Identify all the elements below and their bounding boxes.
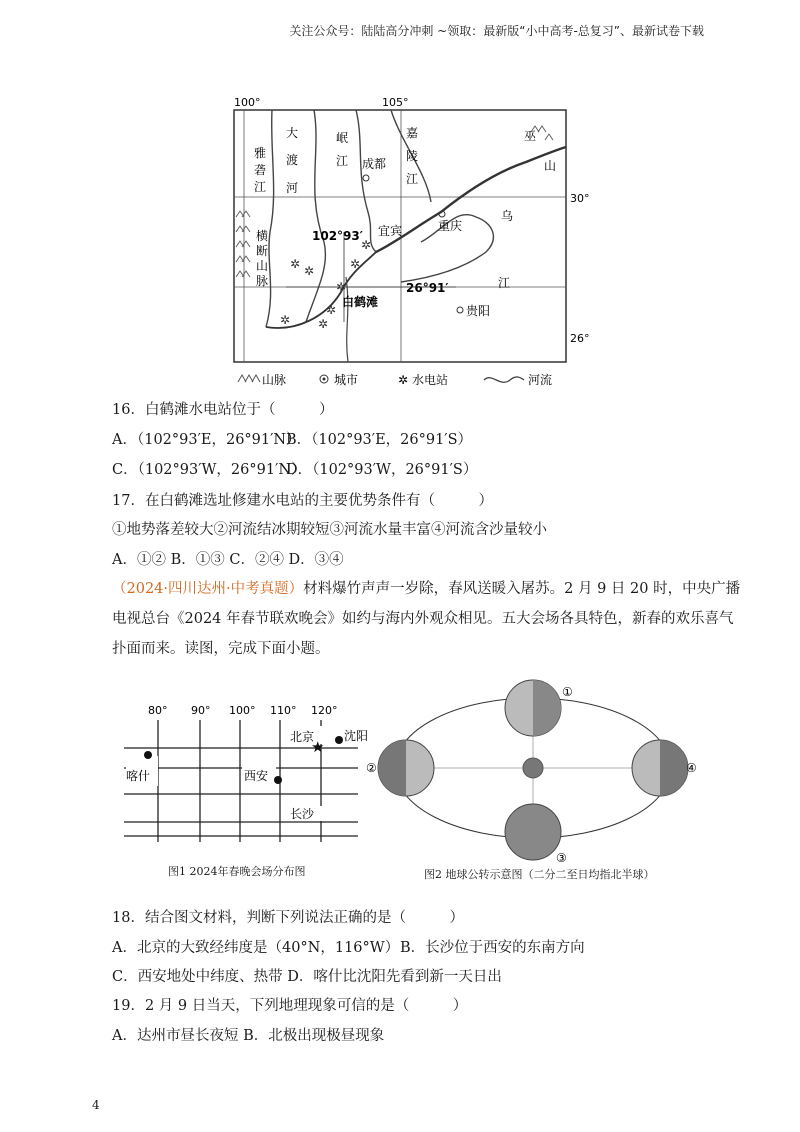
city-guiyang: 贵阳: [466, 304, 491, 318]
svg-text:河: 河: [286, 181, 299, 195]
coord-lat-label: 26°91′: [406, 281, 449, 295]
svg-text:江: 江: [498, 276, 511, 290]
fig1-lon-80: 80°: [148, 704, 168, 717]
fig2-caption: 图2 地球公转示意图（二分二至日均指北半球）: [424, 868, 655, 881]
fig1-city-kashgar: 喀什: [126, 769, 151, 783]
material-line-3: 扑面而来。读图，完成下面小题。: [112, 641, 330, 657]
svg-text:砻: 砻: [254, 163, 267, 177]
lat-label-26: 26°: [570, 332, 590, 345]
map-southwest-china: [226, 92, 606, 392]
fig1-lon-100: 100°: [229, 704, 256, 717]
q18-stem: 18．结合图文材料，判断下列说法正确的是（ ）: [112, 910, 464, 926]
page-header: 关注公众号：陆陆高分冲刺 ~领取：最新版“小中高考-总复习”、最新试卷下载: [289, 24, 704, 38]
svg-text:脉: 脉: [256, 274, 269, 288]
pos-2: ②: [366, 761, 377, 775]
svg-text:嘉: 嘉: [406, 126, 419, 140]
material-source: （2024·四川达州·中考真题）: [112, 581, 304, 597]
svg-text:横: 横: [256, 229, 269, 243]
svg-text:✲: ✲: [318, 317, 329, 331]
svg-text:大: 大: [286, 126, 299, 140]
svg-text:✲: ✲: [350, 257, 361, 271]
fig1-star-icon: ★: [311, 738, 325, 756]
material-line-2: 电视总台《2024 年春节联欢晚会》如约与海内外观众相见。五大会场各具特色，新春的欢乐喜气: [112, 611, 734, 627]
pos-3: ③: [556, 851, 567, 865]
svg-text:✲: ✲: [336, 280, 347, 294]
legend-river: 河流: [528, 373, 553, 387]
q18-option-b[interactable]: B．长沙位于西安的东南方向: [400, 940, 585, 956]
svg-text:江: 江: [406, 172, 419, 186]
city-yibin: 宜宾: [378, 224, 403, 238]
pos-4: ④: [686, 761, 697, 775]
svg-text:✲: ✲: [280, 313, 291, 327]
lon-label-100: 100°: [234, 96, 261, 109]
city-chongqing: 重庆: [438, 219, 463, 233]
q18-option-a[interactable]: A．北京的大致经纬度是（40°N，116°W）: [112, 940, 400, 956]
fig1-city-shenyang: 沈阳: [344, 729, 369, 743]
material-line-1: （2024·四川达州·中考真题）材料爆竹声声一岁除，春风送暖入屠苏。2 月 9 日 20 时，中央广播: [112, 581, 741, 597]
lon-label-105: 105°: [382, 96, 409, 109]
city-chengdu: 成都: [362, 157, 387, 171]
q17-options[interactable]: A．①② B．①③ C．②④ D．③④: [112, 552, 344, 568]
q16-option-b[interactable]: B．（102°93′E，26°91′S）: [286, 432, 473, 448]
coord-lon-label: 102°93′: [312, 229, 363, 243]
fig1-gala-venue-map: [118, 700, 368, 850]
svg-text:江: 江: [254, 180, 267, 194]
svg-text:✲: ✲: [326, 303, 337, 317]
fig1-city-beijing: 北京: [290, 730, 315, 744]
q17-stem: 17．在白鹤滩选址修建水电站的主要优势条件有（ ）: [112, 493, 493, 509]
svg-text:✲: ✲: [361, 238, 372, 252]
q17-conditions: ①地势落差较大②河流结冰期较短③河流水量丰富④河流含沙量较小: [112, 522, 547, 538]
fig2-earth-orbit-diagram: [368, 670, 698, 868]
station-baihetan: 白鹤滩: [342, 295, 379, 309]
svg-text:江: 江: [336, 154, 349, 168]
legend-station: 水电站: [412, 373, 449, 387]
svg-text:陵: 陵: [406, 149, 419, 163]
q16-option-c[interactable]: C．（102°93′W，26°91′N）: [112, 462, 306, 478]
river-yangtze: [376, 147, 566, 252]
river-south: [346, 277, 348, 362]
q18-options-cd[interactable]: C．西安地处中纬度、热带 D．喀什比沈阳先看到新一天日出: [112, 969, 502, 985]
svg-text:断: 断: [256, 244, 269, 258]
fig1-lon-90: 90°: [191, 704, 211, 717]
q19-stem: 19．2 月 9 日当天，下列地理现象可信的是（ ）: [112, 998, 468, 1014]
q16-option-a[interactable]: A．（102°93′E，26°91′N）: [112, 432, 301, 448]
svg-text:山: 山: [544, 159, 557, 173]
pos-1: ①: [562, 685, 573, 699]
page-number: 4: [92, 1098, 100, 1112]
river-dadu: [306, 110, 325, 322]
svg-text:✲: ✲: [290, 257, 301, 271]
svg-text:渡: 渡: [286, 153, 299, 167]
svg-text:雅: 雅: [254, 146, 267, 160]
svg-text:山: 山: [256, 259, 269, 273]
q16-stem: 16．白鹤滩水电站位于（ ）: [112, 402, 334, 418]
q16-option-d[interactable]: D．（102°93′W，26°91′S）: [286, 462, 478, 478]
svg-text:✲: ✲: [304, 264, 315, 278]
fig1-city-changsha: 长沙: [290, 807, 315, 821]
fig1-city-xian: 西安: [244, 769, 269, 783]
sun-icon: [523, 758, 543, 778]
fig1-lon-120: 120°: [311, 704, 338, 717]
legend-mountain: 山脉: [262, 373, 287, 387]
svg-text:乌: 乌: [501, 209, 514, 223]
fig1-caption: 图1 2024年春晚会场分布图: [168, 865, 306, 878]
legend-city: 城市: [334, 373, 359, 387]
mountain-icons-west: [236, 211, 250, 277]
river-yalong: [266, 110, 274, 327]
svg-text:巫: 巫: [524, 129, 537, 143]
legend-mountain-icon: [238, 375, 260, 382]
svg-text:岷: 岷: [336, 131, 349, 145]
fig1-lon-110: 110°: [270, 704, 297, 717]
q19-options-ab[interactable]: A．达州市昼长夜短 B．北极出现极昼现象: [112, 1028, 385, 1044]
lat-label-30: 30°: [570, 192, 590, 205]
svg-text:✲: ✲: [398, 373, 409, 387]
earth-bottom: [505, 804, 561, 860]
legend-river-icon: [484, 377, 524, 382]
